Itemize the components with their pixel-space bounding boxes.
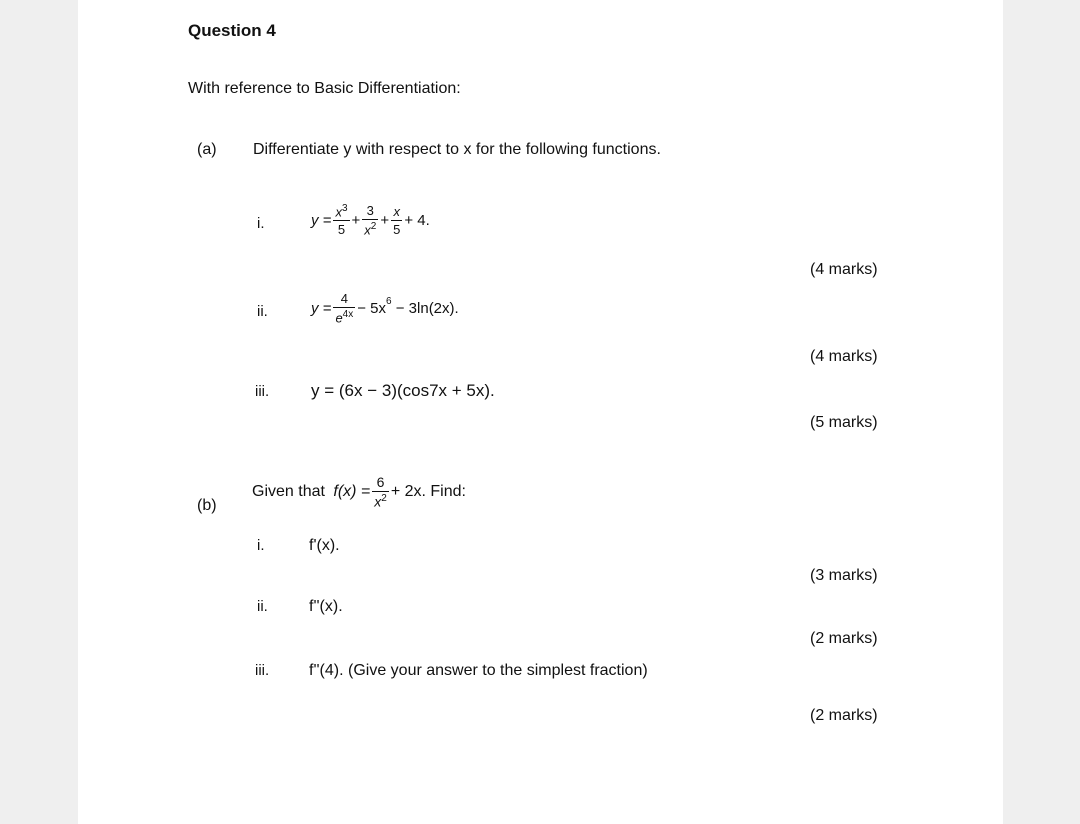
eq-op: + — [380, 211, 390, 229]
question-title: Question 4 — [188, 21, 276, 40]
eq-term: − 5x — [357, 299, 387, 317]
part-b-item-3-text: f''(4). (Give your answer to the simplest fraction) — [309, 662, 648, 679]
frac-num: 3 — [366, 203, 374, 218]
part-a-item-1-equation — [311, 204, 430, 236]
part-b-item-2-numeral: ii. — [257, 598, 268, 615]
fraction-x-over-5 — [391, 205, 402, 236]
frac-den: 5 — [393, 221, 401, 237]
fraction-3-over-x2 — [362, 204, 378, 236]
frac-den: x — [374, 493, 382, 510]
document-page — [78, 0, 1003, 824]
frac-den: e — [335, 310, 343, 326]
part-b-item-1-text: f'(x). — [309, 537, 340, 554]
frac-den: x — [364, 222, 371, 238]
part-b-item-2-text: f''(x). — [309, 598, 343, 615]
given-prefix: Given that — [252, 482, 330, 500]
given-fx: f(x) = — [333, 482, 371, 500]
frac-num: 6 — [376, 474, 385, 490]
part-a-instruction: Differentiate y with respect to x for the following functions. — [253, 141, 661, 158]
given-suffix: + 2x. Find: — [390, 482, 466, 500]
frac-num: x — [393, 203, 400, 219]
question-intro: With reference to Basic Differentiation: — [188, 80, 461, 97]
part-a-item-3-marks: (5 marks) — [810, 414, 878, 431]
eq-op: + — [351, 211, 361, 229]
part-a-label: (a) — [197, 141, 217, 158]
part-a-item-3-equation: y = (6x − 3)(cos7x + 5x). — [311, 381, 495, 400]
frac-den-exp: 2 — [381, 493, 387, 504]
part-b-label: (b) — [197, 497, 217, 514]
part-b-item-1-marks: (3 marks) — [810, 567, 878, 584]
part-b-item-3-marks: (2 marks) — [810, 707, 878, 724]
eq-lhs: y = — [311, 299, 332, 317]
frac-num: x — [335, 204, 342, 220]
eq-lhs: y = — [311, 211, 332, 229]
part-a-item-2-marks: (4 marks) — [810, 348, 878, 365]
eq-tail: + 4. — [404, 211, 430, 229]
part-b-item-2-marks: (2 marks) — [810, 630, 878, 647]
eq-term-exp: 6 — [386, 296, 392, 307]
part-b-item-1-numeral: i. — [257, 537, 265, 554]
frac-den-exp: 2 — [370, 221, 377, 232]
frac-num-exp: 3 — [341, 203, 348, 214]
part-a-item-1-numeral: i. — [257, 215, 265, 232]
part-b-given — [252, 475, 466, 509]
part-b-item-3-numeral: iii. — [255, 662, 270, 679]
eq-term: − 3ln(2x). — [391, 299, 459, 317]
part-a-item-2-numeral: ii. — [257, 303, 268, 320]
part-a-item-1-marks: (4 marks) — [810, 261, 878, 278]
part-a-item-3-numeral: iii. — [255, 383, 270, 400]
frac-num: 4 — [340, 291, 348, 306]
fraction-6-over-x2 — [372, 475, 389, 509]
fraction-4-over-e4x — [333, 292, 355, 324]
part-a-item-2-equation — [311, 292, 459, 324]
frac-den-exp: 4x — [342, 309, 354, 320]
fraction-x3-over-5 — [333, 204, 349, 236]
frac-den: 5 — [337, 222, 346, 238]
